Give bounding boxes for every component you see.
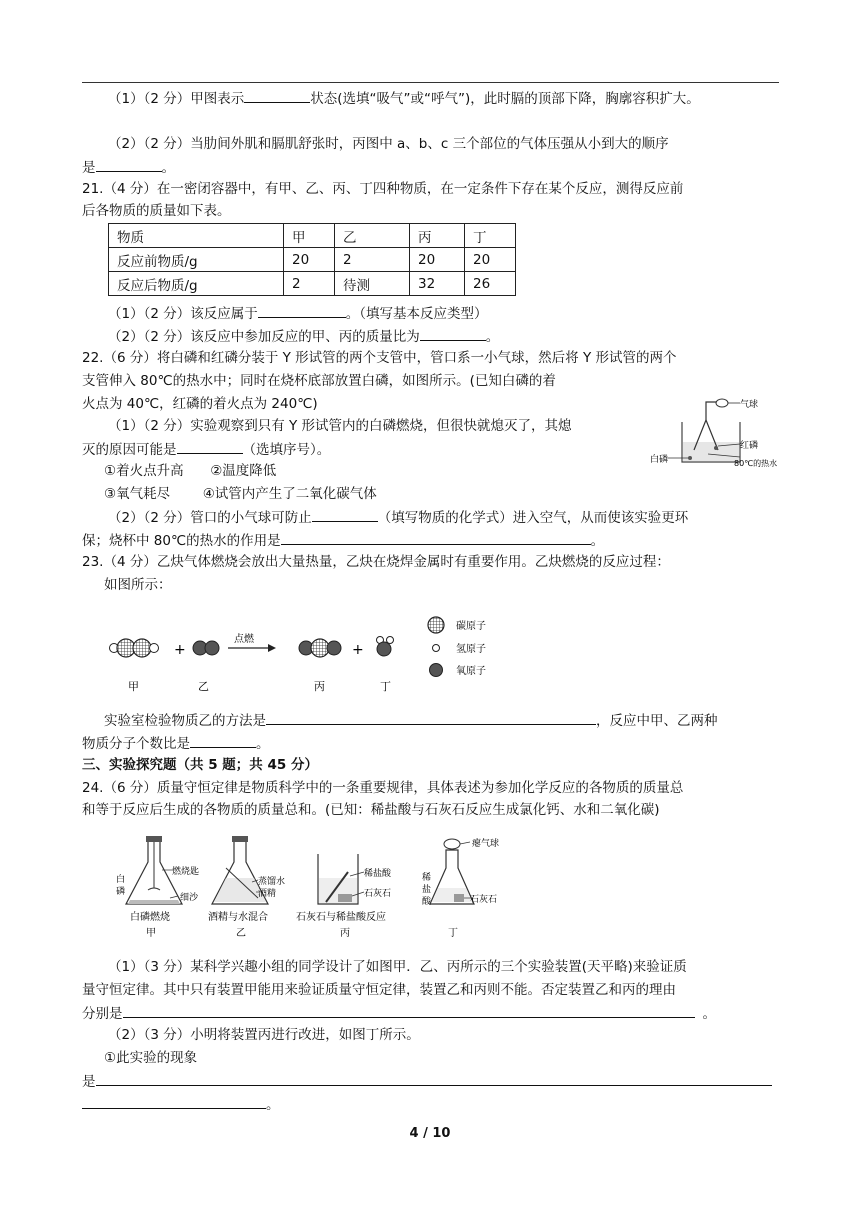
q21-mass-table — [108, 223, 516, 296]
q22-part2-post: （填写物质的化学式）进入空气，从而使该实验更环 — [377, 510, 689, 526]
q21-part1-post: 。（填写基本反应类型） — [345, 306, 488, 322]
caption-yi: 酒精与水混合 — [208, 912, 268, 923]
answer-blank[interactable] — [281, 530, 591, 545]
q21-line2: 后各物质的质量如下表。 — [82, 203, 231, 219]
q21-line1: 21.（4 分）在一密闭容器中，有甲、乙、丙、丁四种物质，在一定条件下存在某个反应，测得反应前 — [82, 181, 684, 197]
limestone-label-ding: 石灰石 — [470, 895, 498, 905]
name-jia: 甲 — [146, 928, 156, 939]
q22-options-row2 — [104, 484, 377, 504]
white-phosphorus-label: 白磷 — [650, 455, 669, 465]
carbon-atom-icon — [428, 617, 444, 633]
q20-part1-pre: （1）（2 分）甲图表示 — [108, 91, 245, 107]
table-row — [109, 248, 516, 272]
plus-sign: + — [174, 642, 186, 658]
page-number: 4 / 10 — [409, 1126, 451, 1141]
q24-line1: 24.（6 分）质量守恒定律是物质科学中的一条重要规律，具体表述为参加化学反应的各物质的质量总 — [82, 780, 684, 796]
q20-part1 — [108, 88, 700, 109]
table-cell: 乙 — [335, 224, 410, 248]
section-title: 三、实验探究题（共 5 题；共 45 分） — [82, 757, 318, 773]
q23-line2: 如图所示： — [104, 577, 172, 593]
label-bing: 丙 — [314, 680, 325, 693]
top-rule — [82, 82, 779, 83]
table-cell: 甲 — [284, 224, 335, 248]
answer-blank[interactable] — [82, 1094, 266, 1109]
q24-part2-sub: ①此实验的现象 — [104, 1050, 198, 1066]
q20-part1-post: 状态(选填“吸气”或“呼气”)，此时膈的顶部下降，胸廓容积扩大。 — [310, 91, 700, 107]
q24-part1-line2: 量守恒定律。其中只有装置甲能用来验证质量守恒定律，装置乙和丙则不能。否定装置乙和丙的理由 — [82, 982, 676, 998]
table-cell: 2 — [284, 272, 335, 296]
answer-blank[interactable] — [420, 326, 486, 341]
molecule-yi — [193, 641, 219, 655]
q22-apparatus-figure — [648, 392, 788, 472]
answer-blank[interactable] — [96, 157, 162, 172]
q24-part2-end: 。 — [266, 1097, 280, 1113]
label-yi: 乙 — [198, 680, 209, 693]
label-ding: 丁 — [380, 680, 391, 693]
q22-part1-line1: （1）（2 分）实验观察到只有 Y 形试管内的白磷燃烧，但很快就熄灭了，其熄 — [108, 418, 572, 434]
hot-water-label: 80℃的热水 — [734, 459, 778, 468]
table-row — [109, 224, 516, 248]
caption-jia: 白磷燃烧 — [130, 912, 170, 923]
q23-answer-line2 — [82, 733, 270, 754]
q23-a-pre: 实验室检验物质乙的方法是 — [104, 713, 266, 729]
q22-part2-line1 — [108, 507, 688, 528]
spoon-label: 燃烧匙 — [172, 867, 200, 877]
answer-blank[interactable] — [190, 733, 256, 748]
table-cell: 20 — [410, 248, 465, 272]
table-cell: 20 — [465, 248, 516, 272]
label-jia: 甲 — [128, 680, 139, 693]
q24-part2-pre: 是 — [82, 1074, 96, 1090]
acid-label: 稀盐酸 — [364, 869, 392, 879]
sand-label: 细沙 — [180, 893, 199, 903]
q23-answer-line1 — [104, 710, 718, 731]
table-cell: 26 — [465, 272, 516, 296]
water-label: 蒸馏水 — [258, 877, 286, 887]
flat-balloon-label: 瘪气球 — [472, 839, 500, 849]
table-cell: 丙 — [410, 224, 465, 248]
q22-options-row1 — [104, 461, 276, 481]
q22-part2-line2 — [82, 530, 604, 551]
apparatus-jia — [116, 836, 199, 939]
q24-part2-answer-cont — [82, 1094, 280, 1115]
q24-part1-pre: 分别是 — [82, 1006, 123, 1022]
table-cell: 待测 — [335, 272, 410, 296]
q22-part1-line2 — [82, 439, 330, 460]
legend-oxygen: 氧原子 — [456, 666, 486, 677]
table-row — [109, 272, 516, 296]
white-p-label-1: 白 — [116, 875, 126, 885]
q24-part1-line3 — [82, 1003, 716, 1024]
q24-part1-line1: （1）（3 分）某科学兴趣小组的同学设计了如图甲．乙、丙所示的三个实验装置(天平略)来验证质 — [108, 959, 687, 975]
answer-blank[interactable] — [266, 710, 596, 725]
q21-part2 — [108, 326, 499, 347]
white-p-label-2: 磷 — [116, 887, 126, 897]
q22-part1-pre: 灭的原因可能是 — [82, 442, 177, 458]
q21-part2-post: 。 — [485, 329, 500, 345]
table-cell: 反应前物质/g — [109, 248, 284, 272]
q24-part1-post: 。 — [702, 1006, 716, 1022]
legend-carbon: 碳原子 — [456, 621, 486, 632]
name-ding: 丁 — [448, 928, 458, 939]
q23-a-post: ，反应中甲、乙两种 — [596, 713, 718, 729]
option-4: ④试管内产生了二氧化碳气体 — [202, 486, 377, 502]
q20-part2-answer — [82, 157, 175, 178]
table-cell: 32 — [410, 272, 465, 296]
hydrogen-atom-icon — [433, 645, 440, 652]
acid-label-2: 盐 — [422, 885, 432, 895]
q23-b-post: 。 — [256, 736, 270, 752]
q23-line1: 23.（4 分）乙炔气体燃烧会放出大量热量，乙炔在烧焊金属时有重要作用。乙炔燃烧的反应过程： — [82, 554, 670, 570]
apparatus-ding — [422, 837, 499, 939]
answer-blank[interactable] — [258, 303, 346, 318]
oxygen-atom-icon — [430, 664, 443, 677]
arrow-label: 点燃 — [234, 634, 254, 645]
q22-line3: 火点为 40℃，红磷的着火点为 240℃) — [82, 396, 318, 412]
q22-part2-line2-post: 。 — [590, 533, 605, 549]
balloon-label: 气球 — [740, 400, 759, 410]
plus-sign: + — [352, 642, 364, 658]
molecule-ding — [377, 637, 394, 657]
apparatus-yi — [208, 836, 285, 939]
q24-apparatus-figure — [108, 832, 528, 944]
q21-part1 — [108, 303, 487, 324]
limestone-label: 石灰石 — [364, 889, 392, 899]
answer-blank[interactable] — [96, 1071, 772, 1086]
q22-part2-line2-pre: 保；烧杯中 80℃的热水的作用是 — [82, 533, 281, 549]
legend-hydrogen: 氢原子 — [456, 644, 486, 655]
q22-line1: 22.（6 分）将白磷和红磷分装于 Y 形试管的两个支管中，管口系一小气球，然后将 Y 形试管的两个 — [82, 350, 677, 366]
option-3: ③氧气耗尽 — [104, 486, 171, 502]
q22-part1-post: （选填序号）。 — [242, 442, 331, 458]
answer-blank[interactable] — [244, 88, 310, 103]
acid-label-1: 稀 — [422, 873, 432, 883]
molecule-bing — [299, 639, 341, 657]
caption-bing: 石灰石与稀盐酸反应 — [296, 912, 386, 923]
table-cell: 20 — [284, 248, 335, 272]
alcohol-label: 酒精 — [258, 889, 277, 899]
table-cell: 反应后物质/g — [109, 272, 284, 296]
q22-part2-pre: （2）（2 分）管口的小气球可防止 — [108, 510, 312, 526]
q21-part1-pre: （1）（2 分）该反应属于 — [108, 306, 258, 322]
table-cell: 丁 — [465, 224, 516, 248]
answer-blank[interactable] — [177, 439, 243, 454]
q20-part2-post: 。 — [161, 160, 175, 176]
q23-b-pre: 物质分子个数比是 — [82, 736, 190, 752]
red-phosphorus-label: 红磷 — [740, 441, 759, 451]
option-2: ②温度降低 — [210, 463, 277, 479]
answer-blank[interactable] — [123, 1003, 695, 1018]
q22-line2: 支管伸入 80℃的热水中；同时在烧杯底部放置白磷，如图所示。(已知白磷的着 — [82, 373, 556, 389]
q24-part2-answer — [82, 1071, 772, 1092]
table-cell: 2 — [335, 248, 410, 272]
molecule-jia — [110, 639, 159, 657]
apparatus-bing — [296, 854, 392, 939]
q24-line2: 和等于反应后生成的各物质的质量总和。(已知：稀盐酸与石灰石反应生成氯化钙、水和二氧化碳) — [82, 802, 660, 818]
q24-part2: （2）（3 分）小明将装置丙进行改进，如图丁所示。 — [108, 1027, 420, 1043]
name-bing: 丙 — [340, 928, 350, 939]
q23-reaction-figure — [100, 612, 520, 700]
q20-part2: （2）（2 分）当肋间外肌和膈肌舒张时，丙图中 a、b、c 三个部位的气体压强从小到大的顺序 — [108, 136, 669, 152]
q20-part2-pre: 是 — [82, 160, 96, 176]
answer-blank[interactable] — [312, 507, 378, 522]
table-cell: 物质 — [109, 224, 284, 248]
option-1: ①着火点升高 — [104, 463, 184, 479]
q21-part2-pre: （2）（2 分）该反应中参加反应的甲、丙的质量比为 — [108, 329, 420, 345]
name-yi: 乙 — [236, 928, 246, 939]
balloon-icon — [444, 839, 460, 849]
acid-label-3: 酸 — [422, 897, 432, 907]
